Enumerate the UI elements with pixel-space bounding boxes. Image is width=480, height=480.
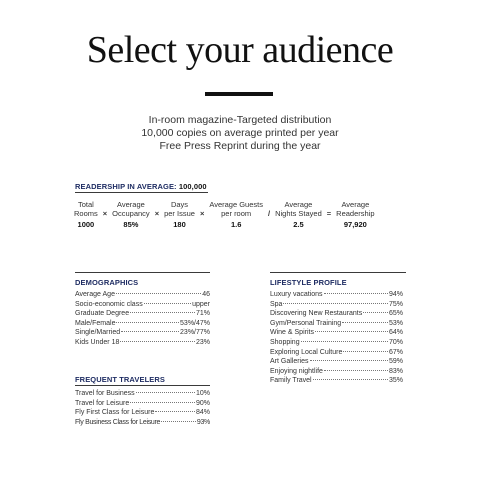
calc-value: 2.5: [293, 220, 304, 229]
calc-label: Average: [341, 200, 370, 209]
leader-dots: [120, 341, 195, 342]
list-item: [75, 399, 210, 409]
list-item: [270, 319, 403, 329]
leader-dots: [363, 312, 388, 313]
leader-dots: [324, 370, 388, 371]
item-label: Wine & Spirits: [270, 329, 314, 337]
multiply-operator: ×: [102, 209, 108, 218]
leader-dots: [130, 402, 195, 403]
leader-dots: [136, 392, 195, 393]
leader-dots: [315, 331, 388, 332]
item-value: 59%: [388, 358, 403, 366]
item-value: 46: [202, 291, 210, 298]
leader-dots: [121, 331, 179, 332]
multiply-operator: ×: [154, 209, 160, 218]
item-label: Discovering New Restaurants: [270, 310, 363, 318]
item-label: Shopping: [270, 338, 300, 346]
demographics-list: [75, 290, 210, 348]
item-label: Gym/Personal Training: [270, 319, 342, 327]
leader-dots: [313, 379, 388, 380]
divide-operator: /: [267, 209, 271, 218]
list-item: [75, 300, 210, 310]
leader-dots: [155, 411, 195, 412]
list-item: [270, 300, 403, 310]
leader-dots: [310, 360, 388, 361]
leader-dots: [324, 293, 388, 294]
list-item: [270, 367, 403, 377]
item-value: 35%: [388, 377, 403, 385]
item-value: 94%: [388, 291, 403, 298]
list-item: [75, 338, 210, 348]
calc-average-readership: [336, 200, 374, 229]
calc-label: Days: [170, 200, 189, 209]
item-label: Male/Female: [75, 319, 116, 327]
list-item: [270, 290, 403, 300]
intro-line: Free Press Reprint during the year: [159, 140, 321, 152]
calc-average-guests: [209, 200, 263, 229]
item-value: 23%: [195, 338, 210, 346]
item-value: 64%: [388, 329, 403, 337]
item-label: Family Travel: [270, 377, 312, 385]
calc-label: Rooms: [74, 209, 98, 218]
title-rule: [205, 92, 273, 96]
item-label: Single/Married: [75, 329, 121, 337]
list-item: [270, 376, 403, 386]
list-item: [270, 338, 403, 348]
calc-label: per room: [221, 209, 252, 218]
item-value: upper: [192, 300, 210, 308]
list-item: [270, 328, 403, 338]
list-item: [75, 309, 210, 319]
item-value: 53%: [388, 319, 403, 327]
demographics-heading: DEMOGRAPHICS: [75, 278, 139, 287]
item-value: 10%: [195, 390, 210, 397]
item-label: Art Galleries: [270, 358, 309, 366]
item-value: 83%: [388, 367, 403, 375]
equals-operator: =: [326, 209, 332, 218]
readership-underline: [75, 192, 208, 193]
item-label: Average Age: [75, 291, 115, 298]
intro-text: [0, 114, 480, 153]
calc-label: per Issue: [164, 209, 195, 218]
item-value: 71%: [195, 310, 210, 318]
readership-total: 100,000: [178, 182, 207, 191]
calc-value: 1.6: [230, 220, 242, 229]
leader-dots: [343, 351, 388, 352]
list-item: [75, 290, 210, 300]
readership-heading-label: READERSHIP IN AVERAGE:: [75, 182, 177, 191]
leader-dots: [144, 303, 191, 304]
calc-value: 85%: [123, 220, 139, 229]
calc-label: Average Guests: [209, 200, 263, 209]
calc-days-per-issue: [164, 200, 195, 229]
item-label: Socio-economic class: [75, 300, 143, 308]
item-label: Travel for Business: [75, 390, 135, 397]
calc-label: Nights Stayed: [275, 209, 322, 218]
readership-calculation: [74, 200, 375, 229]
list-item: [75, 418, 210, 428]
calc-value: 1000: [77, 220, 95, 229]
item-label: Enjoying nightlife: [270, 367, 323, 375]
list-item: [270, 348, 403, 358]
item-value: 67%: [388, 348, 403, 356]
leader-dots: [301, 341, 388, 342]
leader-dots: [130, 312, 195, 313]
intro-line: 10,000 copies on average printed per year: [141, 127, 339, 139]
leader-dots: [161, 421, 196, 422]
leader-dots: [116, 293, 201, 294]
frequent-travelers-underline: [75, 385, 210, 386]
calc-total-rooms: [74, 200, 98, 229]
lifestyle-heading: LIFESTYLE PROFILE: [270, 278, 347, 287]
item-value: 70%: [388, 338, 403, 346]
calc-label: Total: [77, 200, 94, 209]
calc-value: 97,920: [343, 220, 367, 229]
item-value: 90%: [195, 399, 210, 407]
item-label: Fly Business Class for Leisure: [75, 418, 161, 426]
list-item: [75, 328, 210, 338]
item-label: Luxury vacations: [270, 291, 323, 298]
item-value: 53%/47%: [180, 319, 210, 327]
demographics-top-rule: [75, 272, 210, 273]
calc-label: Average: [284, 200, 313, 209]
list-item: [75, 408, 210, 418]
list-item: [75, 319, 210, 329]
calc-label: Occupancy: [112, 209, 150, 218]
item-label: Travel for Leisure: [75, 399, 130, 407]
leader-dots: [342, 322, 388, 323]
lifestyle-top-rule: [270, 272, 406, 273]
frequent-travelers-list: [75, 389, 210, 427]
calc-average-nights: [275, 200, 322, 229]
frequent-travelers-heading: FREQUENT TRAVELERS: [75, 375, 165, 384]
lifestyle-list: [270, 290, 403, 386]
calc-average-occupancy: [112, 200, 150, 229]
item-value: 75%: [388, 300, 403, 308]
multiply-operator: ×: [199, 209, 205, 218]
item-label: Exploring Local Culture: [270, 348, 343, 356]
item-label: Kids Under 18: [75, 338, 120, 346]
item-value: 93%: [196, 418, 210, 426]
leader-dots: [283, 303, 388, 304]
readership-heading: [75, 182, 207, 191]
calc-label: Average: [117, 200, 145, 209]
item-value: 65%: [388, 310, 403, 318]
intro-line: In-room magazine-Targeted distribution: [148, 114, 332, 126]
item-label: Fly First Class for Leisure: [75, 409, 155, 417]
item-label: Graduate Degree: [75, 310, 130, 318]
item-label: Spa: [270, 300, 283, 308]
page-title: Select your audience: [86, 29, 394, 71]
item-value: 23%/77%: [180, 329, 210, 337]
list-item: [75, 389, 210, 399]
list-item: [270, 309, 403, 319]
leader-dots: [116, 322, 179, 323]
item-value: 84%: [195, 409, 210, 417]
calc-label: Readership: [336, 209, 375, 218]
calc-value: 180: [173, 220, 186, 229]
list-item: [270, 357, 403, 367]
